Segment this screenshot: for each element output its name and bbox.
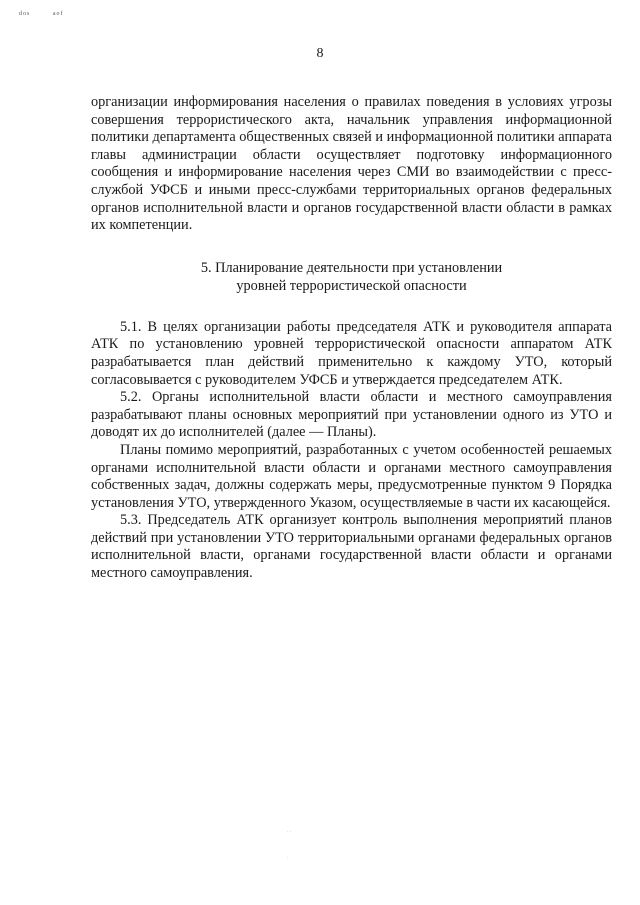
paragraph-5-2: 5.2. Органы исполнительной власти области и местного самоуправления разрабатывают планы основных мероприятий при установлении одного из УТО и доводят их до исполнителей (далее — Планы).	[91, 389, 612, 441]
intro-paragraph: организации информирования населения о правилах поведения в условиях угрозы совершения террористического акта, начальник управления информационной политики департамента общественных связей и информационной политики аппарата главы администрации области осуществляет подготовку информационного сообщения и информирование населения через СМИ во взаимодействии с пресс-службой УФСБ и иными пресс-службами территориальных органов федеральных органов исполнительной власти и органов государственной власти области в рамках их компетенции.	[91, 94, 612, 234]
page-number: 8	[316, 46, 324, 61]
corner-marks	[19, 11, 84, 17]
paragraph-5-1: 5.1. В целях организации работы председателя АТК и руководителя аппарата АТК по установлению уровней террористической опасности аппаратом АТК разрабатывается план действий применительно к каждому УТО, который согласовывается с руководителем УФСБ и утверждается председателем АТК.	[91, 318, 612, 388]
section-heading-line-2: уровней террористической опасности	[236, 277, 467, 294]
section-heading-line-1: 5. Планирование деятельности при установлении	[200, 259, 503, 276]
section-heading	[91, 259, 612, 295]
paragraph-5-3: 5.3. Председатель АТК организует контроль выполнения мероприятий планов действий при установлении УТО территориальными органами федеральных органов исполнительной власти, органами государственной власти области и органами местного самоуправления.	[91, 512, 612, 582]
corner-mark-2: aof	[52, 11, 64, 17]
corner-mark-1: dos	[19, 11, 31, 17]
document-body	[91, 94, 612, 583]
paragraph-plans: Планы помимо мероприятий, разработанных с учетом особенностей решаемых органами исполнительной власти области и органами местного самоуправления собственных задач, должны содержать меры, предусмотренные пунктом 9 Порядка установления УТО, утвержденного Указом, осуществляемые в части их касающейся.	[91, 441, 612, 511]
scan-artifact: · · ·	[287, 830, 292, 861]
